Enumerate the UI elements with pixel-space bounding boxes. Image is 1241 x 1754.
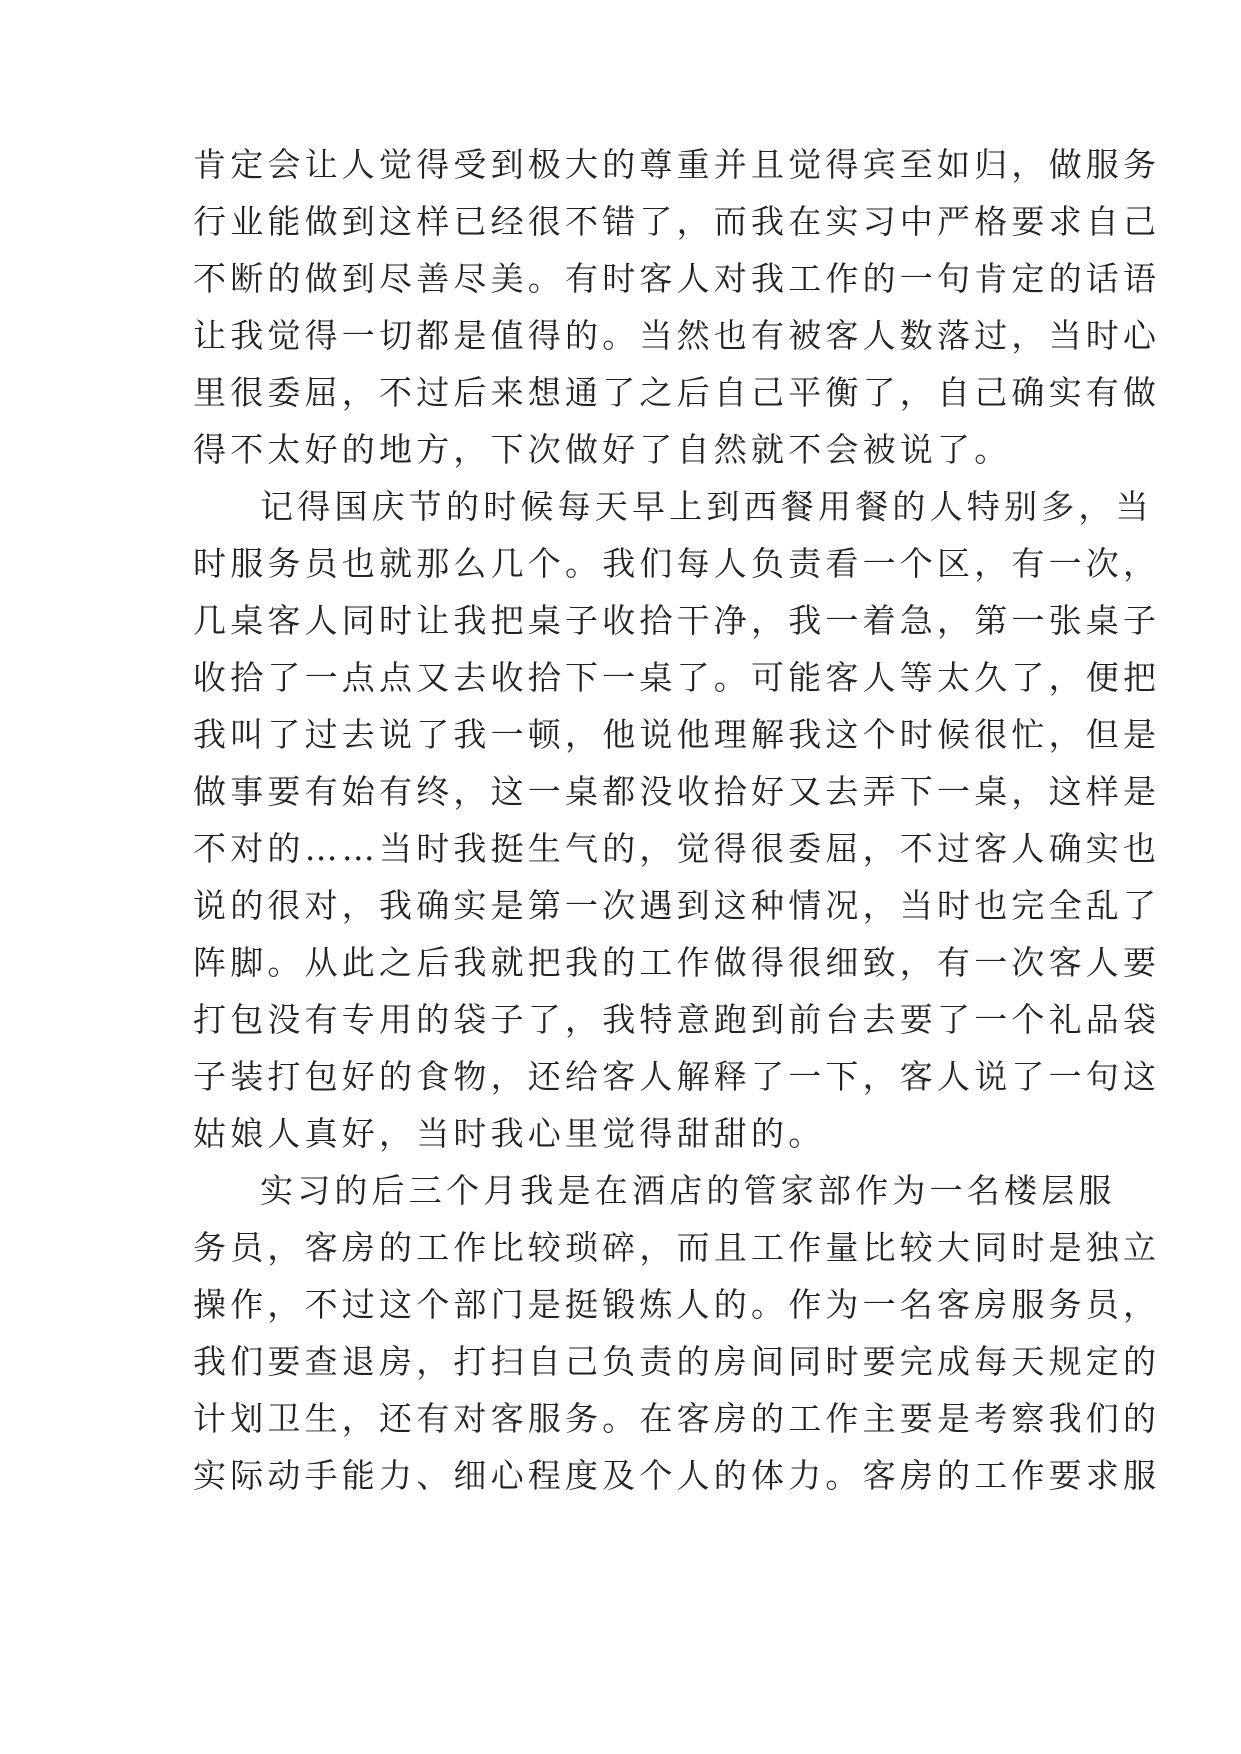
text-line: 务员，客房的工作比较琐碎，而且工作量比较大同时是独立 <box>193 1228 1161 1267</box>
text-line: 阵脚。从此之后我就把我的工作做得很细致，有一次客人要 <box>193 943 1161 982</box>
text-line: 计划卫生，还有对客服务。在客房的工作主要是考察我们的 <box>193 1399 1161 1438</box>
text-line: 姑娘人真好，当时我心里觉得甜甜的。 <box>193 1114 826 1153</box>
paragraph-first-line: 实习的后三个月我是在酒店的管家部作为一名楼层服 <box>260 1171 1116 1210</box>
text-line: 我们要查退房，打扫自己负责的房间同时要完成每天规定的 <box>193 1342 1161 1381</box>
text-line: 几桌客人同时让我把桌子收拾干净，我一着急，第一张桌子 <box>193 601 1161 640</box>
text-line: 让我觉得一切都是值得的。当然也有被客人数落过，当时心 <box>193 316 1161 355</box>
text-line: 实际动手能力、细心程度及个人的体力。客房的工作要求服 <box>193 1456 1161 1495</box>
text-line: 不断的做到尽善尽美。有时客人对我工作的一句肯定的话语 <box>193 259 1161 298</box>
text-line: 得不太好的地方，下次做好了自然就不会被说了。 <box>193 430 1012 469</box>
text-line: 做事要有始有终，这一桌都没收拾好又去弄下一桌，这样是 <box>193 772 1161 811</box>
text-line: 时服务员也就那么几个。我们每人负责看一个区，有一次， <box>193 544 1161 583</box>
paragraph-first-line: 记得国庆节的时候每天早上到西餐用餐的人特别多，当 <box>260 487 1153 526</box>
text-line: 我叫了过去说了我一顿，他说他理解我这个时候很忙，但是 <box>193 715 1161 754</box>
text-line: 肯定会让人觉得受到极大的尊重并且觉得宾至如归，做服务 <box>193 145 1161 184</box>
text-line: 行业能做到这样已经很不错了，而我在实习中严格要求自己 <box>193 202 1161 241</box>
text-line: 不对的……当时我挺生气的，觉得很委屈，不过客人确实也 <box>193 829 1161 868</box>
text-line: 说的很对，我确实是第一次遇到这种情况，当时也完全乱了 <box>193 886 1161 925</box>
text-line: 子装打包好的食物，还给客人解释了一下，客人说了一句这 <box>193 1057 1161 1096</box>
text-line: 收拾了一点点又去收拾下一桌了。可能客人等太久了，便把 <box>193 658 1161 697</box>
text-line: 操作，不过这个部门是挺锻炼人的。作为一名客房服务员， <box>193 1285 1161 1324</box>
text-line: 里很委屈，不过后来想通了之后自己平衡了，自己确实有做 <box>193 373 1161 412</box>
text-line: 打包没有专用的袋子了，我特意跑到前台去要了一个礼品袋 <box>193 1000 1161 1039</box>
